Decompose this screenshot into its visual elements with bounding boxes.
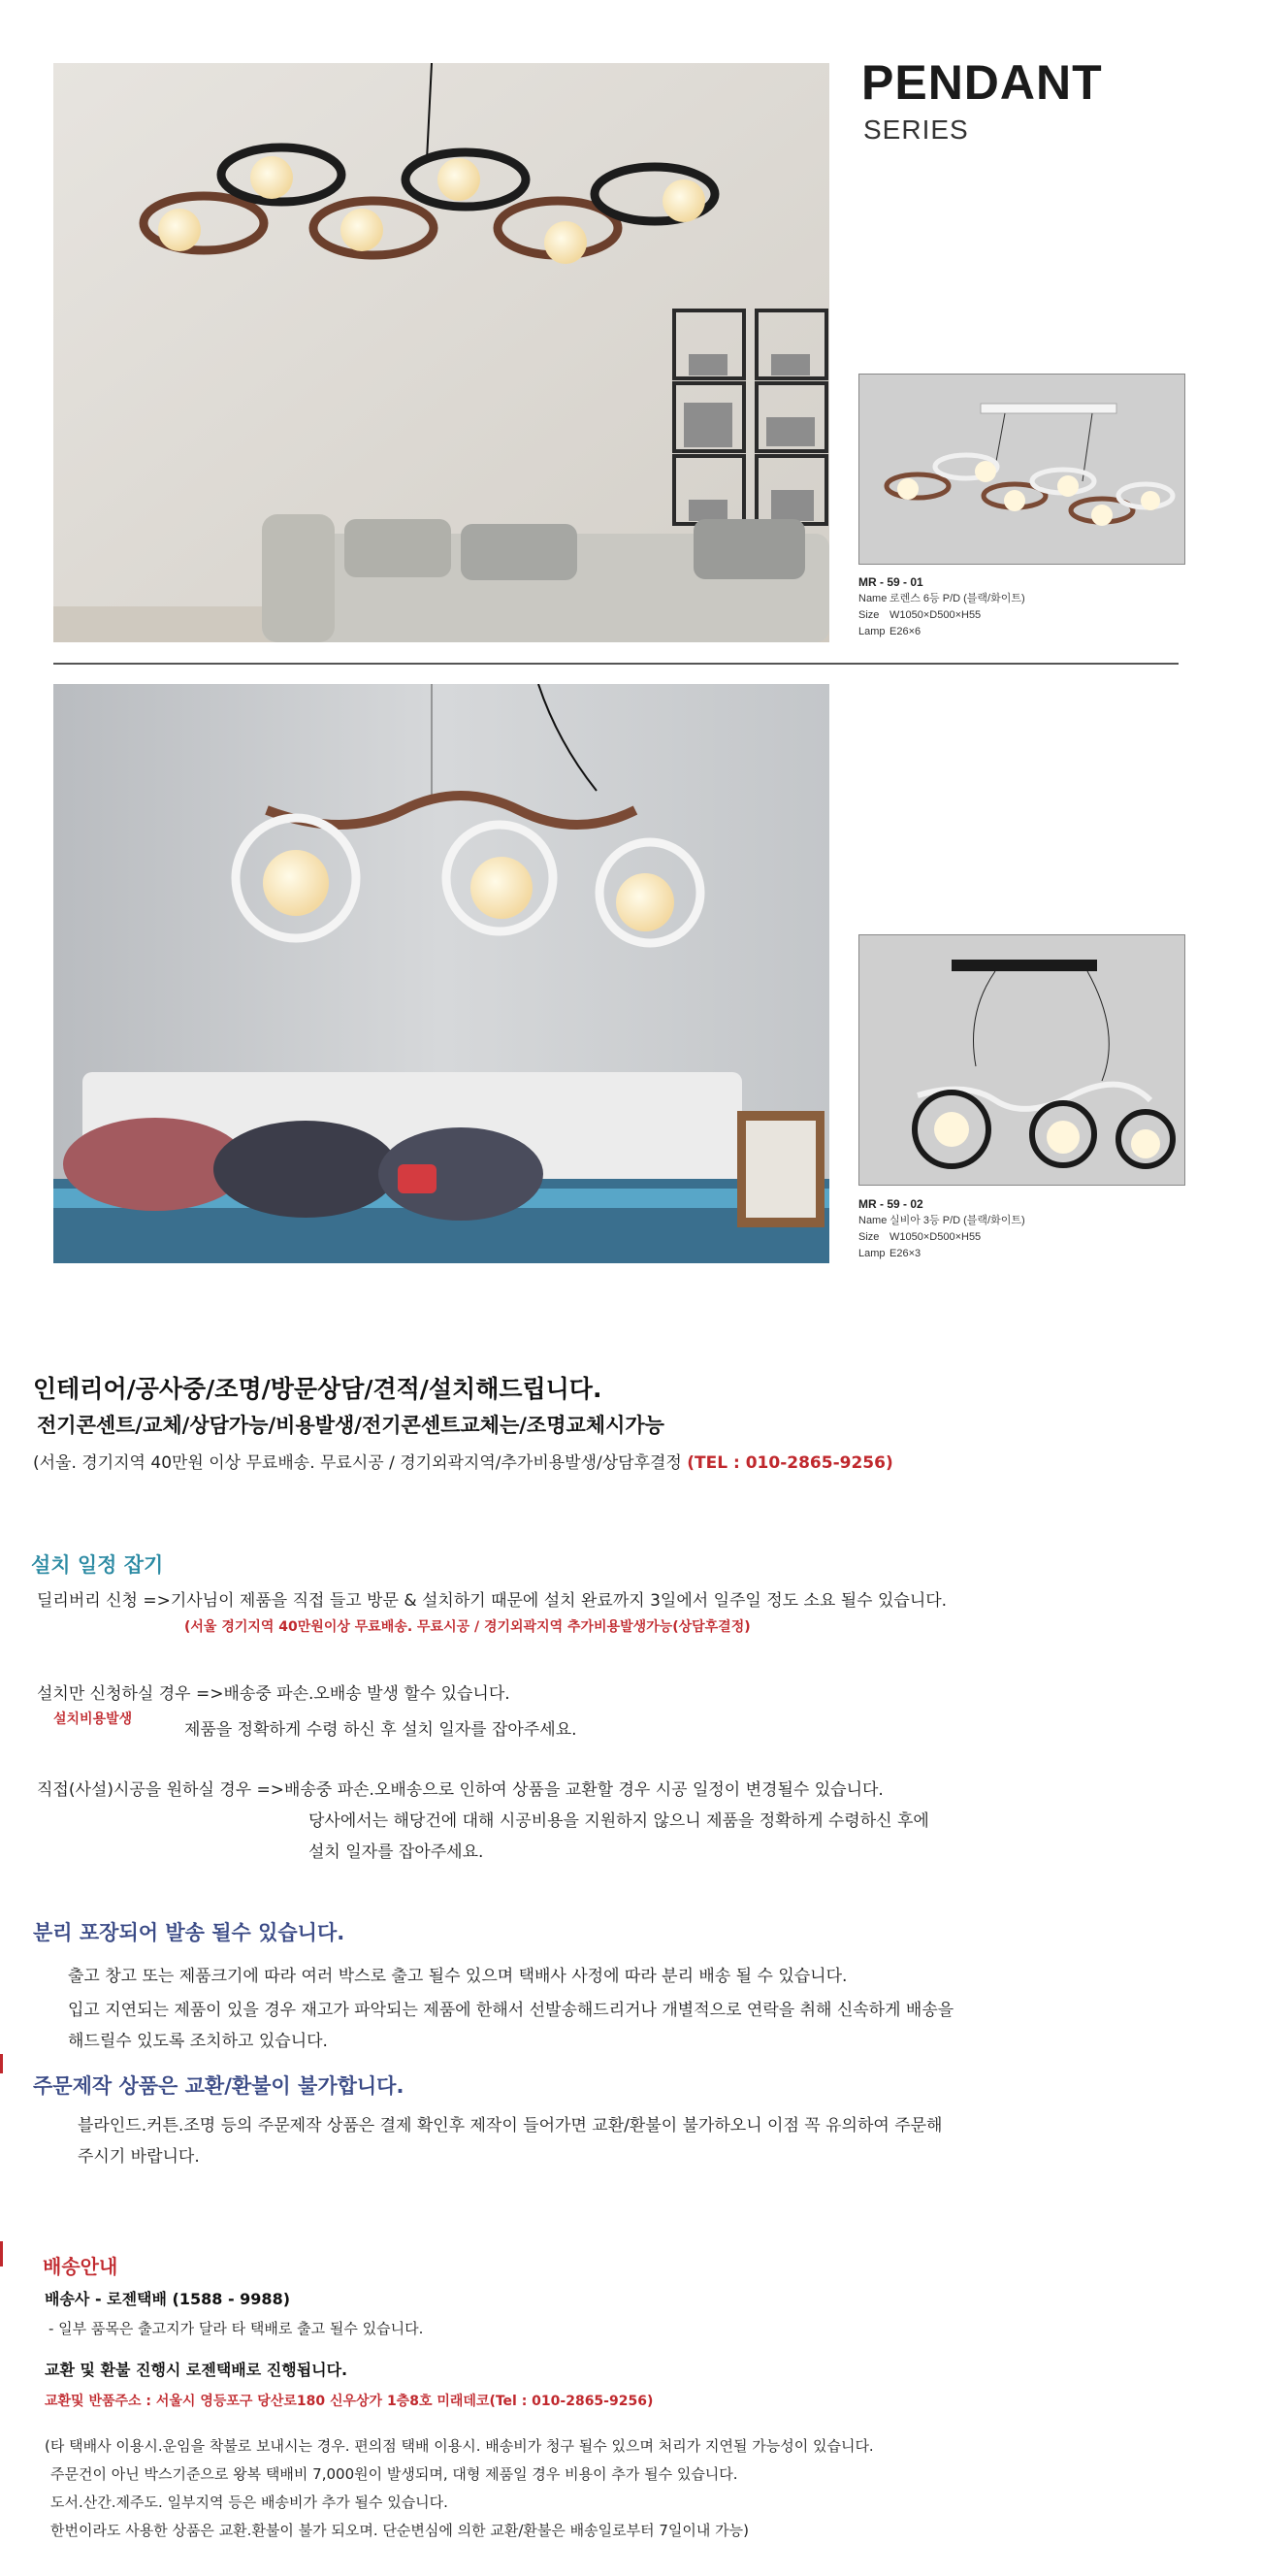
edge-mark	[0, 2054, 3, 2073]
edge-mark	[0, 2241, 3, 2266]
shipping-exchange: 교환 및 환불 진행시 로젠택배로 진행됩니다.	[45, 2361, 348, 2379]
custom-title: 주문제작 상품은 교환/환불이 불가합니다.	[33, 2074, 404, 2098]
product-code: MR - 59 - 02	[858, 1197, 923, 1211]
spec-value: W1050×D500×H55	[889, 609, 982, 621]
spec-label: Size	[858, 609, 880, 621]
custom-line2: 주시기 바랍니다.	[78, 2147, 200, 2167]
separate-line1: 출고 창고 또는 제품크기에 따라 여러 박스로 출고 될수 있으며 택배사 사정에 따라 분리 배송 될 수 있습니다.	[68, 1967, 848, 1986]
section-divider	[53, 663, 1179, 665]
shipping-title: 배송안내	[43, 2255, 118, 2278]
install-delivery-note: (서울 경기지역 40만원이상 무료배송. 무료시공 / 경기외곽지역 추가비용발생가능(상담후결정)	[184, 1619, 751, 1635]
spec-value: E26×6	[889, 626, 922, 637]
product-spec-1	[858, 574, 1025, 640]
shipping-note-4: 한번이라도 사용한 상품은 교환.환불이 불가 되오며. 단순변심에 의한 교환/환불은 배송일로부터 7일이내 가능)	[50, 2522, 749, 2539]
intro-headline: 인테리어/공사중/조명/방문상담/견적/설치해드립니다.	[33, 1375, 602, 1403]
install-cost-tag: 설치비용발생	[53, 1712, 133, 1727]
spec-label: Size	[858, 1231, 880, 1243]
product-code: MR - 59 - 01	[858, 575, 923, 589]
intro-subline: 전기콘센트/교체/상담가능/비용발생/전기콘센트교체는/조명교체시가능	[37, 1414, 664, 1437]
separate-title: 분리 포장되어 발송 될수 있습니다.	[33, 1921, 345, 1944]
spec-label: Name	[858, 1215, 888, 1226]
shipping-return-address: 교환및 반품주소 : 서울시 영등포구 당산로180 신우상가 1층8호 미래데코(Tel : 010-2865-9256)	[45, 2394, 654, 2409]
shipping-note-1: (타 택배사 이용시.운임을 착불로 보내시는 경우. 편의점 택배 이용시. 배송비가 청구 될수 있으며 처리가 지연될 가능성이 있습니다.	[45, 2437, 874, 2455]
room-photo-living	[53, 63, 829, 642]
spec-value: 로렌스 6등 P/D (블랙/화이트)	[889, 593, 1025, 604]
series-title: PENDANT	[861, 55, 1103, 110]
install-delivery-line: 딜리버리 신청 =>기사님이 제품을 직접 들고 방문 & 설치하기 때문에 설치 완료까지 3일에서 일주일 정도 소요 될수 있습니다.	[37, 1591, 948, 1611]
product-photo-2	[858, 934, 1185, 1186]
spec-value: 실비아 3등 P/D (블랙/화이트)	[889, 1215, 1025, 1226]
intro-note	[33, 1449, 893, 1473]
series-subtitle: SERIES	[863, 114, 969, 145]
product-photo-1	[858, 374, 1185, 565]
self-install-line3: 설치 일자를 잡아주세요.	[308, 1842, 484, 1862]
separate-line3: 해드릴수 있도록 조치하고 있습니다.	[68, 2032, 328, 2051]
shipping-carrier: 배송사 - 로젠택배 (1588 - 9988)	[45, 2290, 291, 2308]
install-only-line: 설치만 신청하실 경우 =>배송중 파손.오배송 발생 할수 있습니다.	[37, 1684, 510, 1704]
shipping-carrier-note: - 일부 품목은 출고지가 달라 타 택배로 출고 될수 있습니다.	[48, 2320, 424, 2337]
custom-line1: 블라인드.커튼.조명 등의 주문제작 상품은 결제 확인후 제작이 들어가면 교환/환불이 불가하오니 이점 꼭 유의하여 주문해	[78, 2116, 943, 2136]
spec-label: Name	[858, 593, 888, 604]
spec-label: Lamp	[858, 626, 886, 637]
product-spec-2	[858, 1196, 1025, 1262]
shipping-note-3: 도서.산간.제주도. 일부지역 등은 배송비가 추가 될수 있습니다.	[50, 2494, 448, 2511]
self-install-line1: 직접(사설)시공을 원하실 경우 =>배송중 파손.오배송으로 인하여 상품을 교환할 경우 시공 일정이 변경될수 있습니다.	[37, 1780, 884, 1800]
shipping-note-2: 주문건이 아닌 박스기준으로 왕복 택배비 7,000원이 발생되며, 대형 제품일 경우 비용이 추가 될수 있습니다.	[50, 2465, 738, 2483]
spec-value: W1050×D500×H55	[889, 1231, 982, 1243]
intro-tel: (TEL : 010-2865-9256)	[687, 1453, 893, 1473]
install-only-line2: 제품을 정확하게 수령 하신 후 설치 일자를 잡아주세요.	[184, 1720, 577, 1740]
intro-note-text: (서울. 경기지역 40만원 이상 무료배송. 무료시공 / 경기외곽지역/추가비용발생/상담후결정	[33, 1453, 688, 1473]
self-install-line2: 당사에서는 해당건에 대해 시공비용을 지원하지 않으니 제품을 정확하게 수령하신 후에	[308, 1811, 929, 1831]
spec-value: E26×3	[889, 1248, 922, 1259]
room-photo-bedroom	[53, 684, 829, 1263]
separate-line2: 입고 지연되는 제품이 있을 경우 재고가 파악되는 제품에 한해서 선발송해드리거나 개별적으로 연락을 취해 신속하게 배송을	[68, 2001, 954, 2020]
spec-label: Lamp	[858, 1248, 886, 1259]
install-title: 설치 일정 잡기	[31, 1553, 164, 1577]
